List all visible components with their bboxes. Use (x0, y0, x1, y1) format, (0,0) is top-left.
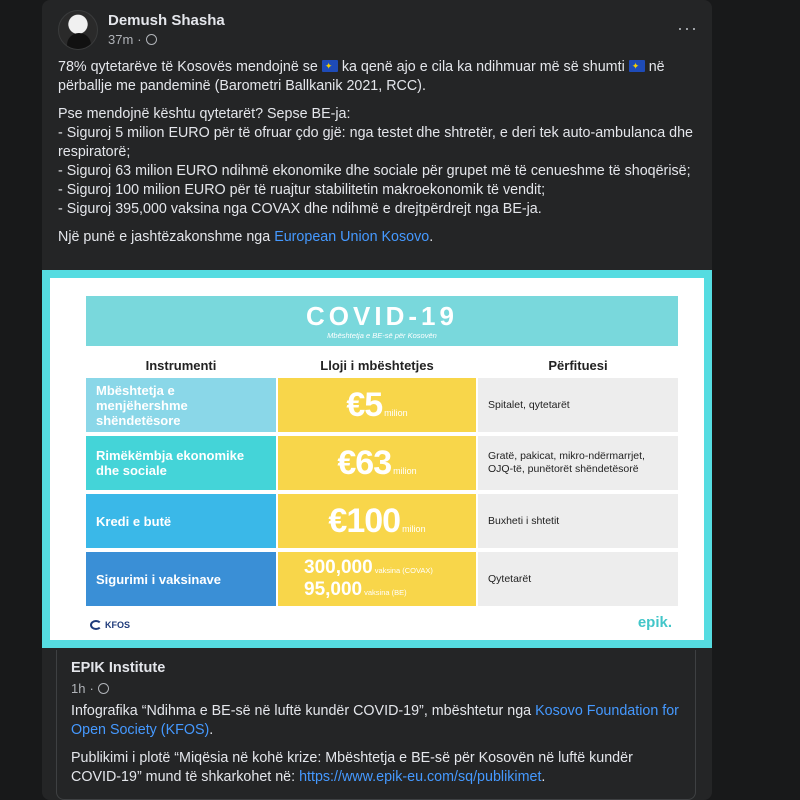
post-paragraph: Një punë e jashtëzakonshme nga European Union Kosovo. (58, 229, 434, 245)
kfos-logo-icon (90, 620, 102, 630)
infographic-image[interactable] (42, 270, 712, 648)
infographic-row (86, 436, 678, 490)
column-header-instrument: Instrumenti (145, 358, 217, 373)
post-author[interactable]: Demush Shasha (108, 12, 225, 29)
bullet-item: - Siguroj 100 milion EURO për të ruajtur stabilitetin makroekonomik të vendit; (58, 182, 546, 198)
shared-author[interactable]: EPIK Institute (71, 660, 166, 676)
kfos-logo: KFOS (90, 620, 130, 630)
amount-cell (278, 494, 476, 548)
beneficiary-cell: Spitalet, qytetarët (478, 378, 678, 432)
infographic-subtitle: Mbështetja e BE-së për Kosovën (327, 331, 437, 340)
amount-value: €5 (346, 385, 383, 424)
infographic-banner (86, 296, 678, 346)
column-header-support: Lloji i mbështetjes (320, 358, 434, 373)
beneficiary-cell: Buxheti i shtetit (478, 494, 678, 548)
infographic-content (50, 278, 704, 640)
instrument-cell: Rimëkëmbja ekonomike dhe sociale (86, 436, 276, 490)
eu-kosovo-link[interactable]: European Union Kosovo (274, 229, 430, 245)
globe-icon (98, 683, 109, 694)
infographic-row (86, 378, 678, 432)
amount-cell: 300,000 vaksina (COVAX) 95,000 vaksina (BE) (278, 552, 476, 606)
eu-flag-icon (629, 60, 645, 72)
amount-cell (278, 378, 476, 432)
amount-value: €100 (328, 501, 401, 540)
post-meta: 37m · (108, 32, 157, 47)
amount-unit: milion (402, 524, 426, 534)
instrument-cell: Kredi e butë (86, 494, 276, 548)
amount-cell (278, 436, 476, 490)
shared-time[interactable]: 1h (71, 681, 86, 696)
eu-flag-icon (322, 60, 338, 72)
shared-text (71, 702, 683, 796)
bullet-item: - Siguroj 5 milion EURO për të ofruar çdo gjë: nga testet dhe shtretër, e deri tek auto-ambulanca dhe respiratorë; (58, 125, 693, 160)
infographic-row (86, 494, 678, 548)
amount-unit: milion (393, 466, 417, 476)
bullet-item: - Siguroj 395,000 vaksina nga COVAX dhe ndihmë e drejtpërdrejt nga BE-ja. (58, 201, 542, 217)
amount-unit: milion (384, 408, 408, 418)
shared-meta: 1h · (71, 681, 109, 696)
beneficiary-cell: Qytetarët (478, 552, 678, 606)
amount-value: €63 (337, 443, 392, 482)
infographic-title: COVID-19 (306, 301, 458, 331)
post-paragraph: Pse mendojnë kështu qytetarët? Sepse BE-ja: - Siguroj 5 milion EURO për të ofruar çdo gjë: nga testet dhe shtretër, e deri tek auto-ambulanca dhe respiratorë; - Siguroj 63 milion EURO ndihmë ekonomike dhe sociale për grupet më të cenueshme të shoqërisë; - Siguroj 100 milion EURO për të ruajtur stabilitetin makroekonomik të vendit; - Siguroj 395,000 vaksina nga COVAX dhe ndihmë e drejtpërdrejt nga BE-ja. (58, 106, 693, 217)
bullet-item: - Siguroj 63 milion EURO ndihmë ekonomike dhe sociale për grupet më të cenueshme të shoqërisë; (58, 163, 691, 179)
post-text (58, 58, 698, 256)
post-header (58, 10, 698, 54)
vaccine-count-eu: 95,000 (304, 579, 363, 600)
publication-link[interactable]: https://www.epik-eu.com/sq/publikimet (299, 769, 542, 785)
post-time[interactable]: 37m (108, 32, 134, 47)
epik-logo: epik. (637, 614, 672, 631)
shared-post-card (56, 650, 696, 800)
avatar[interactable] (58, 10, 98, 50)
instrument-cell: Mbështetja e menjëhershme shëndetësore (86, 378, 276, 432)
more-options-button[interactable]: ··· (677, 18, 698, 38)
column-header-beneficiary: Përfituesi (548, 358, 608, 373)
post-paragraph: 78% qytetarëve të Kosovës mendojnë se ✦ ka qenë ajo e cila ka ndihmuar më së shumti ✦ në përballje me pandeminë (Barometri Ballkanik 2021, RCC). (58, 58, 698, 96)
infographic-row (86, 552, 678, 606)
shared-paragraph: Publikimi i plotë “Miqësia në kohë krize: Mbështetja e BE-së për Kosovën në luftë kundër COVID-19” mund të shkarkohet në: https://www.epik-eu.com/sq/publikimet. (71, 750, 633, 785)
instrument-cell: Sigurimi i vaksinave (86, 552, 276, 606)
beneficiary-cell: Gratë, pakicat, mikro-ndërmarrjet, OJQ-të, punëtorët shëndetësorë (478, 436, 678, 490)
vaccine-count-covax: 300,000 (304, 557, 373, 578)
globe-icon (146, 34, 157, 45)
shared-paragraph: Infografika “Ndihma e BE-së në luftë kundër COVID-19”, mbështetur nga Kosovo Foundation for Open Society (KFOS). (71, 703, 679, 738)
kfos-link[interactable]: Kosovo Foundation for Open Society (KFOS) (71, 703, 679, 738)
